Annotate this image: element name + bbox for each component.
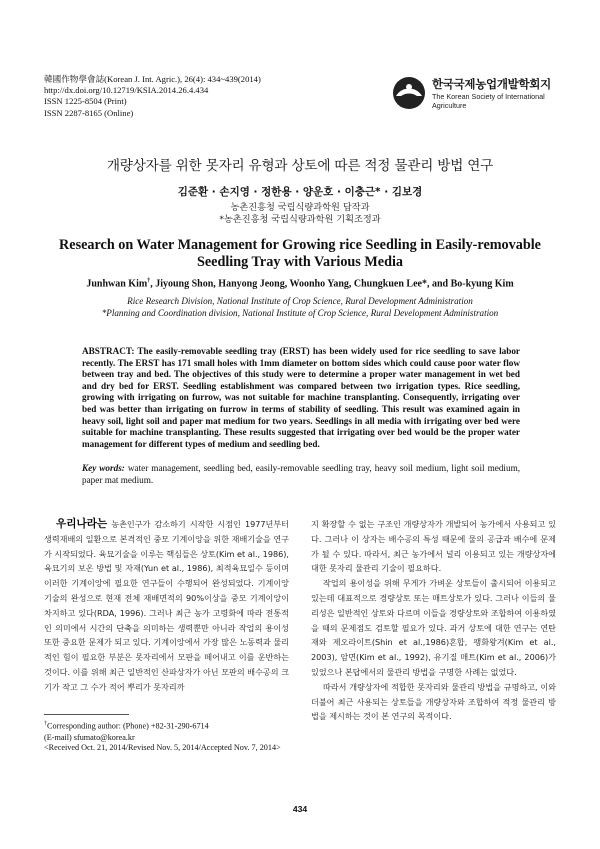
other-authors: , Jiyoung Shon, Hanyong Jeong, Woonho Yang, Chungkuen Lee*, and Bo-kyung Kim: [150, 278, 514, 290]
corresponding-author-text: Corresponding author: (Phone) +82-31-290-6714: [47, 721, 209, 731]
keywords-label: Key words:: [82, 463, 125, 473]
footnote-divider: [44, 714, 129, 715]
korean-affiliation-2: *농촌진흥청 국립식량과학원 기획조정과: [219, 214, 381, 226]
doi-link[interactable]: http://dx.doi.org/10.12719/KSIA.2014.26.4.434: [44, 85, 209, 96]
english-title: [0, 237, 600, 271]
corresponding-mark: †: [147, 278, 151, 284]
body-column-left: [44, 517, 289, 695]
footnotes: [44, 719, 304, 754]
body-paragraph: 따라서 개량상자에 적합한 못자리와 물관리 방법을 규명하고, 이와 더불어 최근 사용되는 상토들을 개량상자와 조합하여 적정 물관리 방법을 제시하는 것이 본 연구의 목적이다.: [311, 681, 556, 722]
body-paragraph: 지 확장할 수 없는 구조인 개량상자가 개발되어 농가에서 사용되고 있다. 그러나 이 상자는 배수공의 특성 때문에 물의 공급과 배수에 문제가 될 수 있다. 따라서, 최근 농가에서 널리 이용되고 있는 개량상자에 대한 못자리 물관리 기술이 필요하다.: [311, 519, 556, 574]
society-logo-icon: [392, 76, 426, 110]
issn-print: ISSN 1225-8504 (Print): [44, 96, 127, 107]
body-text: 농촌인구가 감소하기 시작한 시점인 1977년부터 생력재배의 일환으로 본격적인 중모 기계이앙을 위한 재배기술을 연구가 시작되었다. 육묘기술을 이루는 핵심들은 상토(Kim et al., 1986), 육묘기의 보온 방법 및 자재(Yun et al., 1986), 최적육묘일수 등이며 이러한 기계이앙에 필요한 연구들이 수행되어 완성되었다. 기계이앙 기술의 완성으로 현재 전체 재배면적의 90%이상을 중모 기계이앙이 차지하고 있다(RDA, 1996). 그러나 최근 농가 고령화에 따라 전통적인 의미에서 시간의 단축을 의미하는 생력뿐만 아니라 작업의 용이성 또한 중요한 문제가 되고 있다. 기계이앙에서 가장 많은 노동력과 물리적인 힘이 필요한 부분은 못자리에서 모판을 떼어내고 이를 운반하는 것이다. 이를 위해 최근 일반적인 산파상자가 아닌 모판의 배수공의 크기가 작고 그 수가 적어 뿌리가 못자리까: [44, 519, 290, 692]
english-authors: [0, 278, 600, 289]
body-paragraph: [44, 517, 289, 695]
issn-online: ISSN 2287-8165 (Online): [44, 107, 134, 118]
body-column-right: [311, 517, 556, 724]
journal-citation: 韓國作物學會誌(Korean J. Int. Agric.), 26(4): 434~439(2014): [44, 74, 261, 84]
corresponding-author: [44, 719, 304, 733]
english-title-line-2: Seedling Tray with Various Media: [196, 254, 403, 270]
society-logo-block: [392, 72, 562, 116]
korean-affiliation-1: 농촌진흥청 국립식량과학원 답작과: [230, 202, 370, 213]
email-line[interactable]: (E-mail) sfumato@korea.kr: [44, 732, 135, 742]
korean-authors-text: 김준환 · 손지영 · 정한용 · 양운호 · 이충근* · 김보경: [177, 186, 423, 198]
society-name-en: The Korean Society of International Agriculture: [432, 92, 545, 110]
english-title-line-1: Research on Water Management for Growing rice Seedling in Easily-removable: [59, 237, 541, 253]
society-name-ko: 한국국제농업개발학회지: [432, 77, 551, 91]
korean-title: 개량상자를 위한 못자리 유형과 상토에 따른 적정 물관리 방법 연구: [106, 158, 494, 174]
received-dates: <Received Oct. 21, 2014/Revised Nov. 5, 2014/Accepted Nov. 7, 2014>: [44, 743, 281, 753]
english-affiliation-2: *Planning and Coordination division, National Institute of Crop Science, Rural Development Administration: [101, 308, 499, 318]
first-author: Junhwan Kim: [86, 278, 148, 290]
journal-header: [44, 74, 261, 119]
lead-word: 우리나라는: [56, 518, 108, 530]
abstract: ABSTRACT: The easily-removable seedling tray (ERST) has been widely used for rice seedling to save labor recently. The ERST has 171 small holes with 1mm diameter on bottom sides which could cause poor water flow between tray and bed. The objectives of this study were to determine a proper water management in wet bed and dry bed for ERST. Seedling establishment was compared between two irrigation types. Rice seedling, growing with irrigating on furrow, was not suitable for machine transplanting. Consequently, irrigating over bed was better than irrigating on furrow in terms of stability of seedling. This result was examined again in heavy soil, light soil and paper mat medium for two years. Seedlings in all media with irrigating over bed were suitable for machine transplanting. These results suggested that irrigating over bed would be the proper water management for different types of medium and seedling bed.: [82, 346, 520, 449]
korean-authors: [0, 184, 600, 199]
english-affiliation-1: Rice Research Division, National Institute of Crop Science, Rural Development Administration: [127, 296, 473, 306]
body-paragraph: 작업의 용이성을 위해 무게가 가벼운 상토들이 출시되어 이용되고 있는데 대표적으로 경량상토 또는 매트상토가 있다. 그러나 이들의 물리성은 일반적인 상토와 다르며 이들을 경량상토와 조합하여 이용하였을 때의 문제점도 검토할 필요가 있다. 과거 상토에 대한 연구는 연탄재와 제오라이트(Shin et al.,1986)혼합, 팽화왕겨(Kim et al., 2003), 암면(Kim et al., 1992), 유기질 매트(Kim et al., 2006)가 있었으나 본답에서의 물관리 방법을 구명한 사례는 없었다.: [311, 578, 556, 677]
page-number: 434: [292, 804, 308, 814]
keywords: [82, 463, 520, 486]
english-affiliations: [0, 295, 600, 319]
footnote-mark: †: [44, 721, 47, 727]
korean-affiliations: [0, 202, 600, 226]
keywords-text: water management, seedling bed, easily-removable seedling tray, heavy soil medium, light soil medium, paper mat medium.: [82, 463, 521, 485]
